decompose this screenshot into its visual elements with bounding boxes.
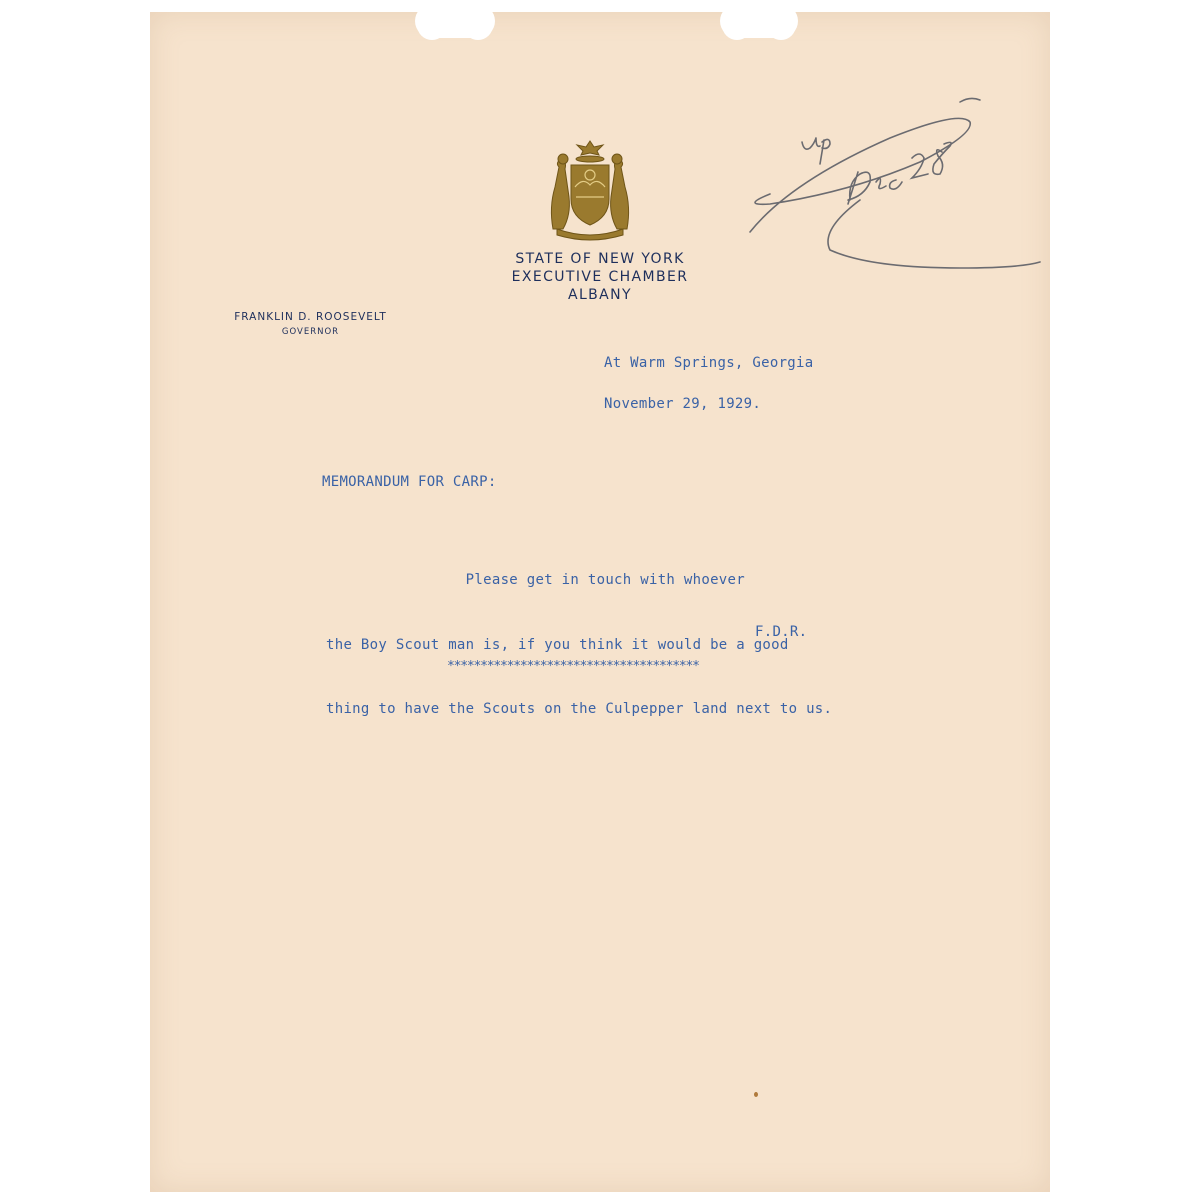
signature-initials: F.D.R. <box>755 624 808 640</box>
memo-body-line-3: thing to have the Scouts on the Culpepper land next to us. <box>326 701 833 717</box>
new-york-state-seal-icon <box>545 137 635 242</box>
letterhead-chamber: EXECUTIVE CHAMBER <box>511 269 689 285</box>
asterisk-separator: ************************************** <box>447 659 699 674</box>
letter-page <box>150 12 1050 1192</box>
memo-heading: MEMORANDUM FOR CARP: <box>322 474 497 490</box>
letter-place: At Warm Springs, Georgia <box>604 355 814 371</box>
memo-body-line-1: Please get in touch with whoever <box>326 572 745 588</box>
ink-speck <box>754 1092 758 1097</box>
governor-name: FRANKLIN D. ROOSEVELT <box>234 311 387 323</box>
letter-date: November 29, 1929. <box>604 396 762 412</box>
punch-hole-left <box>415 4 495 38</box>
governor-title: GOVERNOR <box>281 327 340 337</box>
letterhead <box>450 250 750 304</box>
memo-body-line-2: the Boy Scout man is, if you think it would be a good <box>326 636 789 653</box>
letterhead-state: STATE OF NEW YORK <box>515 251 685 267</box>
memo-body <box>326 527 832 764</box>
governor-block <box>218 309 403 339</box>
punch-hole-right <box>720 4 798 38</box>
letterhead-city: ALBANY <box>568 287 632 303</box>
pencil-note <box>730 82 1050 282</box>
